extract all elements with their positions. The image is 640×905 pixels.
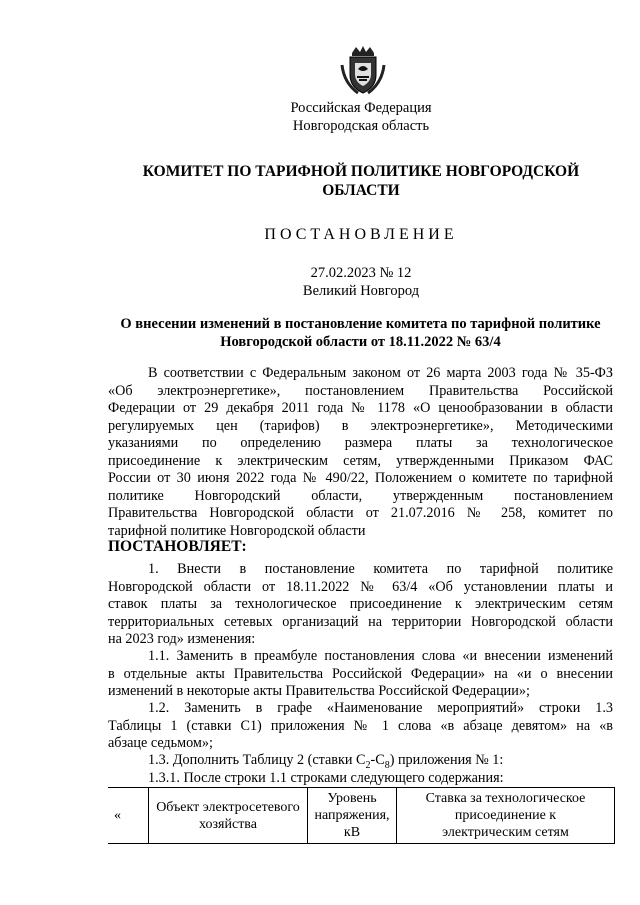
preamble-line: присоединение к электрическим сетям, утвержденными Приказом ФАС xyxy=(108,452,613,469)
country-name: Российская Федерация xyxy=(290,100,432,116)
document-title-line1: О внесении изменений в постановление комитета по тарифной политике xyxy=(120,316,601,332)
item-1-2-line: абзаце седьмом»; xyxy=(108,735,213,751)
preamble-line: «Об электроэнергетике», постановлением Правительства Российской xyxy=(108,382,613,399)
city-name: Великий Новгород xyxy=(302,283,420,299)
column-header-object: Объект электросетевого хозяйства xyxy=(149,788,308,844)
resolves-heading: ПОСТАНОВЛЯЕТ: xyxy=(108,538,247,555)
preamble-paragraph xyxy=(108,365,613,540)
preamble-line: указаниями по определению размера платы за технологическое xyxy=(108,435,613,451)
item-1-line: территориальных сетевых организаций на территории Новгородской области xyxy=(108,613,613,630)
preamble-line: России от 30 июня 2022 года № 490/22, Положением о комитете по тарифной xyxy=(108,470,613,486)
committee-name-line2: ОБЛАСТИ xyxy=(322,182,400,199)
item-1-2-line: Таблицы 1 (ставки С1) приложения № 1 слова «в абзаце девятом» на «в xyxy=(108,717,613,734)
item-1-3-line: 1.3. Дополнить Таблицу 2 (ставки $С_2-С_8$) приложения № 1: xyxy=(148,752,504,771)
item-1-2-line: 1.2. Заменить в графе «Наименование мероприятий» строки 1.3 xyxy=(148,700,613,716)
item-1-1-line: 1.1. Заменить в преамбуле постановления слова «и внесении изменений xyxy=(148,648,613,664)
document-title-line2: Новгородской области от 18.11.2022 № 63/4 xyxy=(220,334,501,350)
document-type: ПОСТАНОВЛЕНИЕ xyxy=(264,226,458,243)
table-header-row xyxy=(108,788,615,844)
item-1-2-paragraph xyxy=(108,700,613,753)
item-1-paragraph xyxy=(108,561,613,649)
column-header-voltage: Уровень напряжения, кВ xyxy=(308,788,397,844)
date-and-number: 27.02.2023 № 12 xyxy=(310,265,412,281)
preamble-line: В соответствии с Федеральным законом от 26 марта 2003 года № 35-ФЗ xyxy=(148,365,613,381)
item-1-1-line: изменений в некоторые акты Правительства Российской Федерации»; xyxy=(108,683,530,699)
committee-name-line1: КОМИТЕТ ПО ТАРИФНОЙ ПОЛИТИКЕ НОВГОРОДСКОЙ xyxy=(142,163,580,180)
region-name: Новгородская область xyxy=(292,118,430,134)
preamble-line: тарифной политике Новгородской области xyxy=(108,522,366,539)
rates-table xyxy=(108,787,615,844)
item-1-line: ставок платы за технологическое присоединение к электрическим сетям xyxy=(108,596,613,612)
quote-cell: « xyxy=(108,788,149,844)
item-1-1-paragraph xyxy=(108,648,613,701)
item-1-1-line: в отдельные акты Правительства Российской Федерации» на «и о внесении xyxy=(108,665,613,682)
preamble-line: Федерации от 29 декабря 2011 года № 1178 «О ценообразовании в области xyxy=(108,400,613,416)
item-1-3-1-line: 1.3.1. После строки 1.1 строками следующего содержания: xyxy=(148,770,504,786)
preamble-line: регулируемых цен (тарифов) в электроэнергетике», Методическими xyxy=(108,417,613,434)
preamble-line: Правительства Новгородской области от 21.07.2016 № 258, комитет по xyxy=(108,505,613,521)
preamble-line: политике Новгородский области, утвержденным постановлением xyxy=(108,487,613,504)
item-1-line: 1. Внести в постановление комитета по тарифной политике xyxy=(148,561,613,577)
item-1-3-1-paragraph xyxy=(108,770,613,788)
column-header-rate: Ставка за технологическое присоединение к электрическим сетям xyxy=(397,788,615,844)
coat-of-arms-icon xyxy=(336,43,390,97)
item-1-line: Новгородской области от 18.11.2022 № 63/4 «Об установлении платы и xyxy=(108,578,613,595)
item-1-line: на 2023 год» изменения: xyxy=(108,631,256,647)
